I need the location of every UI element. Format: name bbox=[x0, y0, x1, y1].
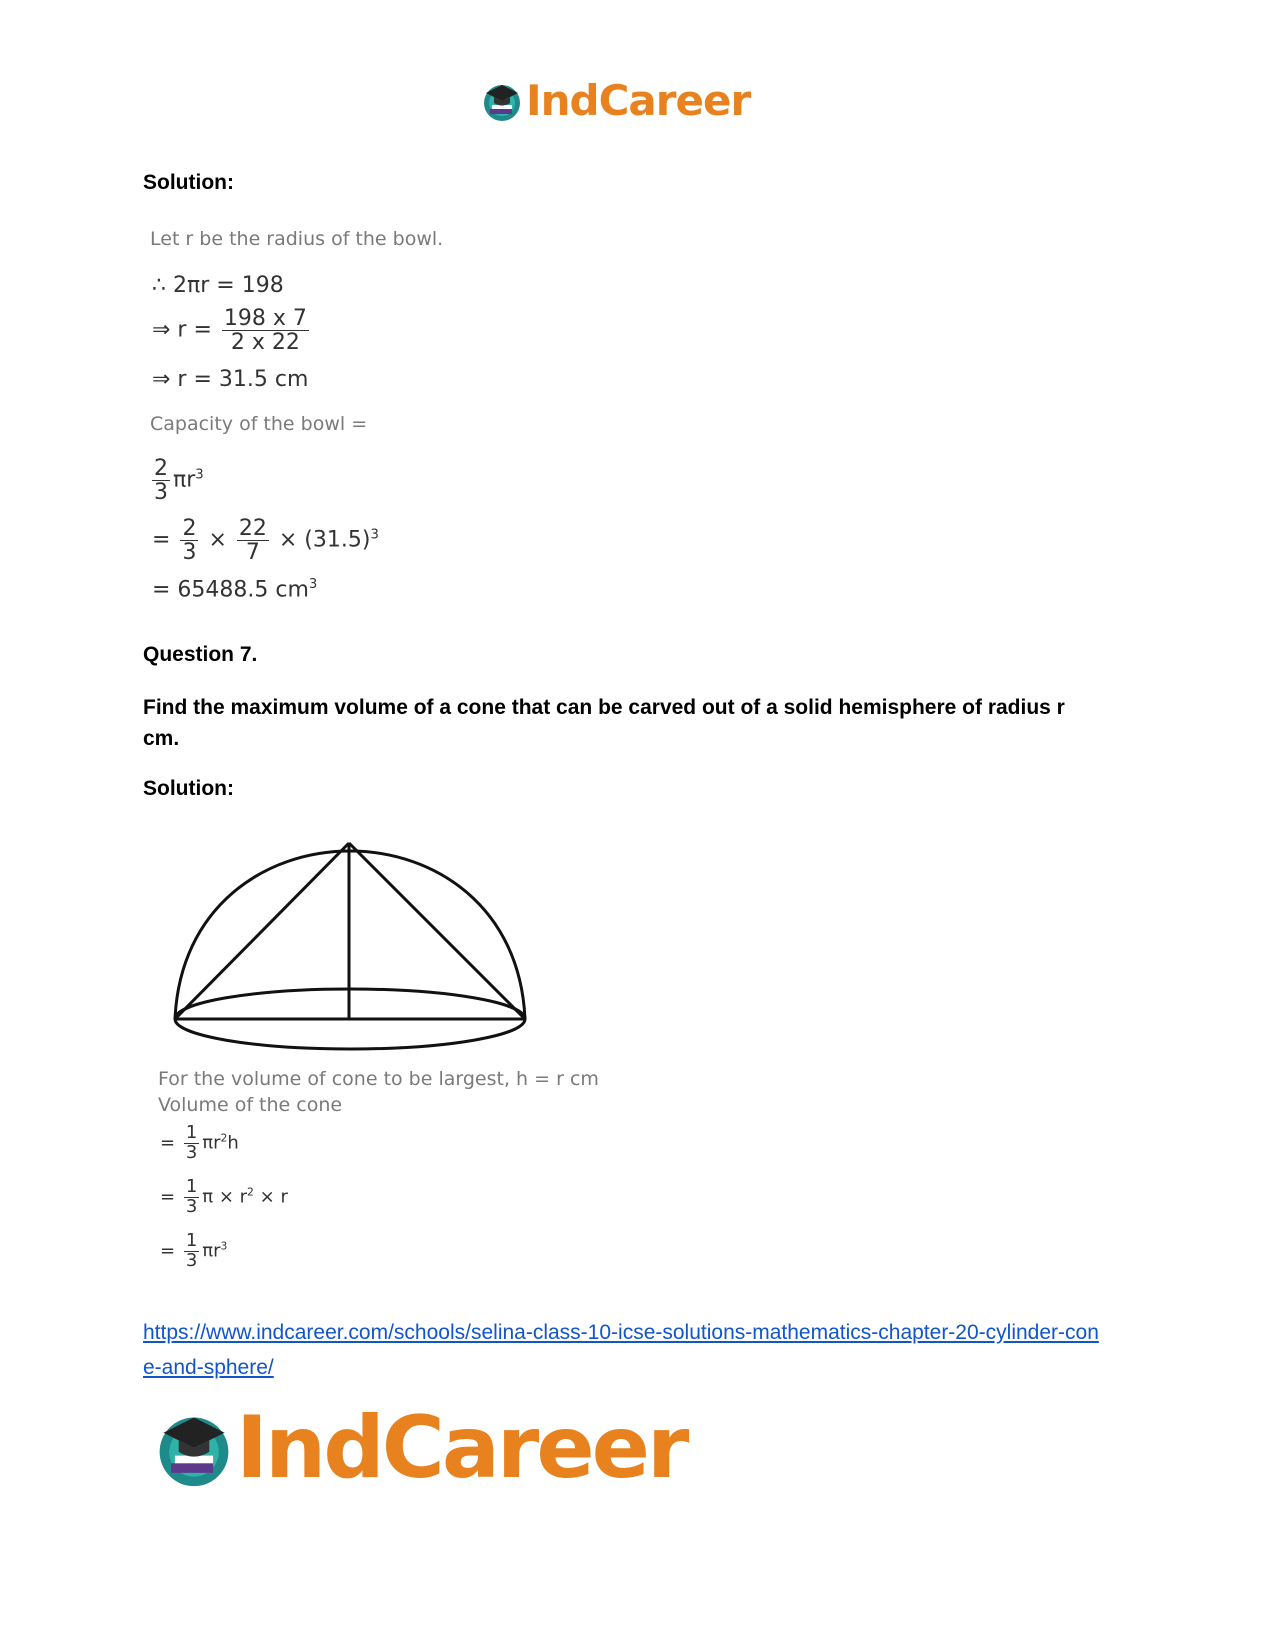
fraction-numerator: 22 bbox=[238, 516, 267, 541]
equation-radius-value: ⇒ r = 31.5 cm bbox=[152, 367, 309, 392]
exponent: 2 bbox=[247, 1185, 254, 1199]
fraction-denominator: 2 x 22 bbox=[230, 330, 300, 356]
fraction-numerator: 1 bbox=[185, 1176, 198, 1197]
solution-2-math-block bbox=[158, 1066, 599, 1286]
graduation-cap-icon bbox=[480, 79, 524, 123]
capacity-substitution bbox=[152, 517, 379, 564]
fraction bbox=[237, 517, 269, 564]
equals-sign: = bbox=[160, 1240, 176, 1262]
question-text: Find the maximum volume of a cone that can be carved out of a solid hemisphere of radius r cm. bbox=[143, 696, 1065, 750]
fraction bbox=[152, 457, 170, 504]
fraction-denominator: 3 bbox=[185, 1249, 198, 1271]
hemisphere-cone-diagram bbox=[165, 835, 535, 1060]
volume-substitution bbox=[160, 1178, 288, 1217]
solution-math-block bbox=[150, 225, 570, 615]
source-link[interactable]: https://www.indcareer.com/schools/selina-class-10-icse-solutions-mathematics-chapter-20-cylinder-cone-and-sphere/ bbox=[143, 1321, 1099, 1379]
radius-statement: Let r be the radius of the bowl. bbox=[150, 228, 444, 250]
solution-heading: Solution: bbox=[143, 777, 234, 800]
exponent: 3 bbox=[220, 1239, 228, 1253]
fraction-numerator: 1 bbox=[185, 1230, 198, 1251]
equation-radius-fraction bbox=[152, 307, 312, 354]
fraction-numerator: 2 bbox=[182, 516, 197, 541]
logo-text: IndCareer bbox=[526, 76, 751, 125]
graduation-cap-icon bbox=[152, 1406, 236, 1490]
fraction-denominator: 3 bbox=[185, 1195, 198, 1217]
exponent: 3 bbox=[195, 467, 204, 483]
volume-result bbox=[160, 1232, 227, 1271]
pi-times-r: π × r bbox=[202, 1186, 248, 1208]
fraction bbox=[184, 1232, 199, 1271]
pi-r: πr bbox=[173, 467, 196, 493]
largest-volume-statement: For the volume of cone to be largest, h = r cm bbox=[158, 1068, 599, 1090]
fraction-numerator: 1 bbox=[185, 1122, 198, 1143]
fraction bbox=[184, 1124, 199, 1163]
height: h bbox=[227, 1132, 239, 1154]
equals-sign: = bbox=[160, 1132, 176, 1154]
pi-r: πr bbox=[202, 1240, 221, 1262]
fraction-numerator: 198 x 7 bbox=[223, 306, 307, 331]
fraction-denominator: 3 bbox=[154, 480, 168, 506]
fraction bbox=[180, 517, 198, 564]
fraction-denominator: 3 bbox=[182, 540, 197, 566]
result-value: = 65488.5 cm bbox=[152, 577, 309, 603]
logo-text: IndCareer bbox=[236, 1398, 687, 1498]
exponent: 2 bbox=[220, 1131, 228, 1145]
equals-sign: = bbox=[160, 1186, 176, 1208]
fraction bbox=[222, 307, 309, 354]
times-sign: × bbox=[208, 527, 227, 553]
volume-label: Volume of the cone bbox=[158, 1094, 343, 1116]
solution-heading: Solution: bbox=[143, 171, 234, 194]
equals-sign: = bbox=[152, 527, 171, 553]
exponent: 3 bbox=[370, 527, 379, 543]
capacity-result bbox=[152, 577, 317, 602]
footer-logo bbox=[152, 1398, 686, 1498]
capacity-label: Capacity of the bowl = bbox=[150, 413, 368, 435]
fraction-numerator: 2 bbox=[154, 456, 168, 481]
fraction-denominator: 3 bbox=[185, 1141, 198, 1163]
fraction bbox=[184, 1178, 199, 1217]
question-heading: Question 7. bbox=[143, 643, 258, 666]
header-logo bbox=[480, 76, 750, 125]
pi-r: πr bbox=[202, 1132, 221, 1154]
equation-circumference: ∴ 2πr = 198 bbox=[152, 273, 284, 298]
capacity-formula bbox=[152, 457, 204, 504]
fraction-denominator: 7 bbox=[245, 540, 260, 566]
times-r: × r bbox=[253, 1186, 288, 1208]
times-radius: × (31.5) bbox=[278, 527, 371, 553]
volume-formula bbox=[160, 1124, 239, 1163]
implies-prefix: ⇒ r = bbox=[152, 317, 212, 343]
exponent: 3 bbox=[308, 577, 318, 592]
